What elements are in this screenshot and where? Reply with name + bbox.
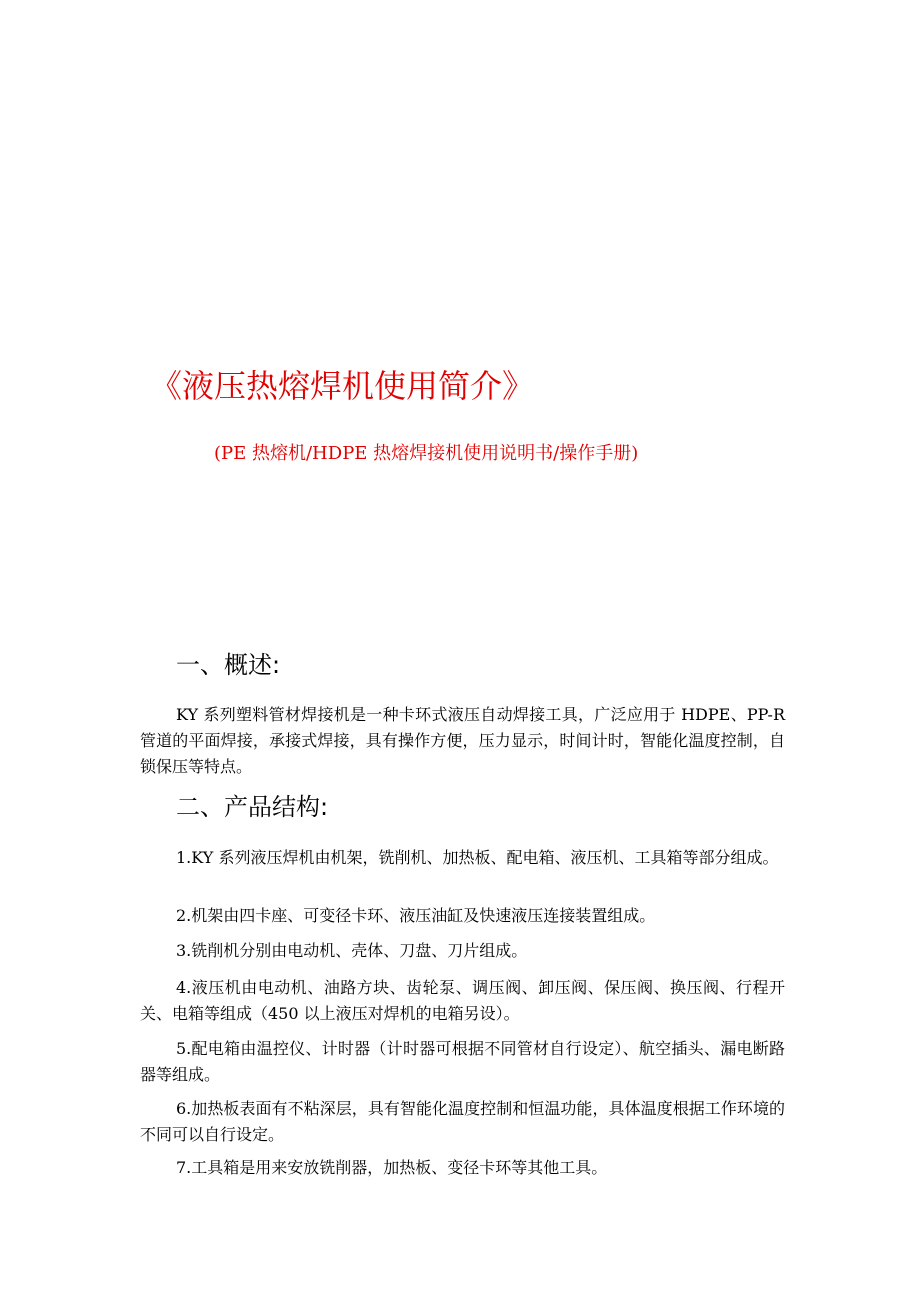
structure-item-7: 7.工具箱是用来安放铣削器，加热板、变径卡环等其他工具。	[176, 1158, 608, 1177]
section-heading-structure: 二、产品结构:	[176, 793, 329, 821]
section-heading-overview: 一、概述:	[176, 651, 281, 679]
structure-item-6: 6.加热板表面有不粘深层，具有智能化温度控制和恒温功能，具体温度根据工作环境的不同可以自行设定。	[140, 1099, 785, 1144]
structure-item-2: 2.机架由四卡座、可变径卡环、液压油缸及快速液压连接装置组成。	[176, 906, 656, 925]
overview-paragraph: KY 系列塑料管材焊接机是一种卡环式液压自动焊接工具，广泛应用于 HDPE、PP-R 管道的平面焊接，承接式焊接，具有操作方便，压力显示，时间计时，智能化温度控制，自锁保压等特点。	[140, 705, 785, 776]
structure-item-4: 4.液压机由电动机、油路方块、齿轮泵、调压阀、卸压阀、保压阀、换压阀、行程开关、电箱等组成（450 以上液压对焊机的电箱另设）。	[140, 978, 785, 1023]
document-subtitle: (PE 热熔机/HDPE 热熔焊接机使用说明书/操作手册)	[214, 443, 639, 464]
document-title: 《液压热熔焊机使用简介》	[150, 367, 535, 405]
structure-item-3: 3.铣削机分别由电动机、壳体、刀盘、刀片组成。	[176, 941, 528, 960]
structure-item-5: 5.配电箱由温控仪、计时器（计时器可根据不同管材自行设定）、航空插头、漏电断路器等组成。	[140, 1039, 785, 1084]
structure-item-1: 1.KY 系列液压焊机由机架，铣削机、加热板、配电箱、液压机、工具箱等部分组成。	[176, 848, 779, 867]
